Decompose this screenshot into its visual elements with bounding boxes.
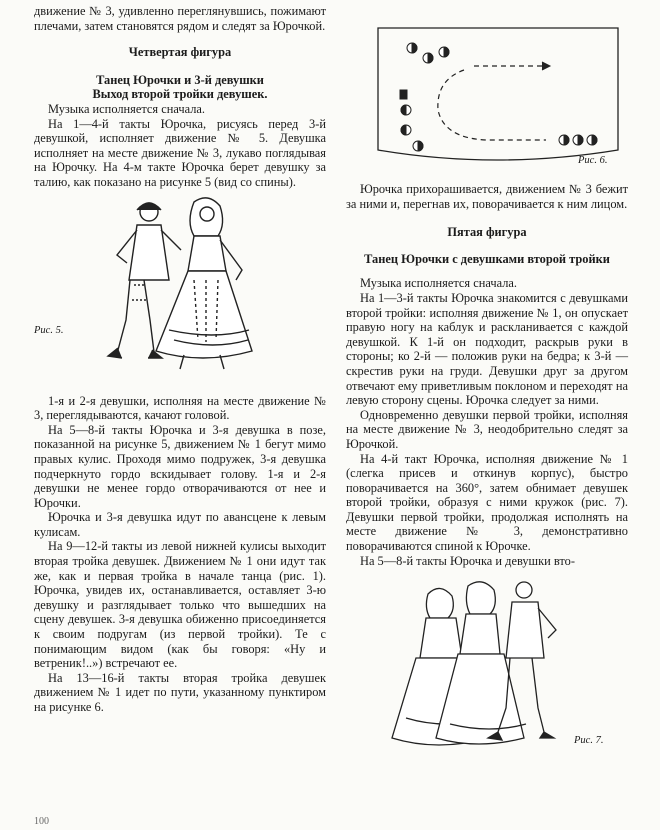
- figure-7: [346, 568, 628, 758]
- paragraph: На 1—3-й такты Юрочка знакомится с девушками второй тройки: исполняя движение № 1, он опускает правую ногу на каблук и раскланивается с каждой девушкой. К 1-й он подходит, раскрыв руки в стороны; ко 2-й — положив руки на бедра; к 3-й — скрестив руки на груди. Девушки друг за другом отвечают ему приветливым поклоном и переходят на левую сторону сцены. Юрочка следует за ними.: [346, 290, 628, 408]
- paragraph: На 5—8-й такты Юрочка и девушки вто-: [360, 553, 575, 568]
- figure-7-caption: Рис. 7.: [574, 735, 604, 747]
- paragraph: 1-я и 2-я девушки, исполняя на месте движение № 3, переглядываются, качают головой.: [34, 393, 326, 423]
- figure-5: [34, 190, 326, 394]
- figure-4-heading: Четвертая фигура: [128, 45, 232, 60]
- right-column: [346, 0, 628, 758]
- paragraph: На 4-й такт Юрочка, исполняя движение № 1 (слегка присев и откинув корпус), быстро поворачивается на 360°, затем обнимает девушек второй тройки, образуя с ними кружок (рис. 7). Девушки первой тройки, продолжая исполнять на месте движение № 3, демонстративно поворачиваются спиной к Юрочке.: [346, 451, 628, 554]
- figure-6: [346, 0, 628, 182]
- paragraph: На 5—8-й такты Юрочка и 3-я девушка в позе, показанной на рисунке 5, движением № 1 бегут мимо правых кулис. Проходя мимо подружек, 3-я девушка подчеркнуто гордо вскидывает голову. 1-я и 2-я девушки не менее гордо отворачиваются от нее и Юрочки.: [34, 422, 326, 510]
- page-number: 100: [34, 816, 49, 827]
- paragraph-intro: движение № 3, удивленно переглянувшись, пожимают плечами, затем становятся рядом и следят за Юрочкой.: [34, 4, 326, 33]
- paragraph: Юрочка прихорашивается, движением № 3 бежит за ними и, перегнав их, поворачивается к ним лицом.: [346, 182, 628, 211]
- figure-5-caption: Рис. 5.: [34, 324, 64, 336]
- paragraph-music: Музыка исполняется сначала.: [48, 101, 205, 116]
- dance-heading: Танец Юрочки и 3-й девушки: [96, 72, 264, 87]
- figure-5-heading: Пятая фигура: [447, 225, 527, 240]
- paragraph: На 9—12-й такты из левой нижней кулисы выходит вторая тройка девушек. Движением № 1 они идут так же, как и первая тройка в начале танца (рис. 1). Юрочка, увидев их, останавливается, оставляет 3-ю девушку и разглядывает только что вышедших на сцену девушек. 3-я девушка обиженно присоединяется к своим подругам (из первой тройки). Те с понимающим видом (как бы говоря: «Ну и ветреник!..») встречают ее.: [34, 539, 326, 671]
- left-column: [34, 4, 326, 715]
- figure-6-caption: Рис. 6.: [578, 155, 608, 166]
- paragraph: На 1—4-й такты Юрочка, рисуясь перед 3-й девушкой, исполняет движение № 5. Девушка исполняет на месте движение № 3, лукаво поглядывая на Юрочку. На 4-м такте Юрочка берет девушку за талию, как показано на рисунке 5 (вид со спины).: [34, 116, 326, 189]
- paragraph-music: Музыка исполняется сначала.: [360, 276, 517, 291]
- paragraph: Юрочка и 3-я девушка идут по авансцене к левым кулисам.: [34, 510, 326, 539]
- dance-subheading: Выход второй тройки девушек.: [92, 87, 268, 102]
- round-dance-illustration: [346, 568, 628, 758]
- dancing-couple-illustration: [34, 190, 326, 394]
- paragraph: На 13—16-й такты вторая тройка девушек движением № 1 идет по пути, указанному пунктиром на рисунке 6.: [34, 670, 326, 714]
- paragraph: Одновременно девушки первой тройки, исполняя на месте движение № 3, неодобрительно следят за Юрочкой.: [346, 407, 628, 451]
- dance-5-heading: Танец Юрочки с девушками второй тройки: [364, 251, 610, 266]
